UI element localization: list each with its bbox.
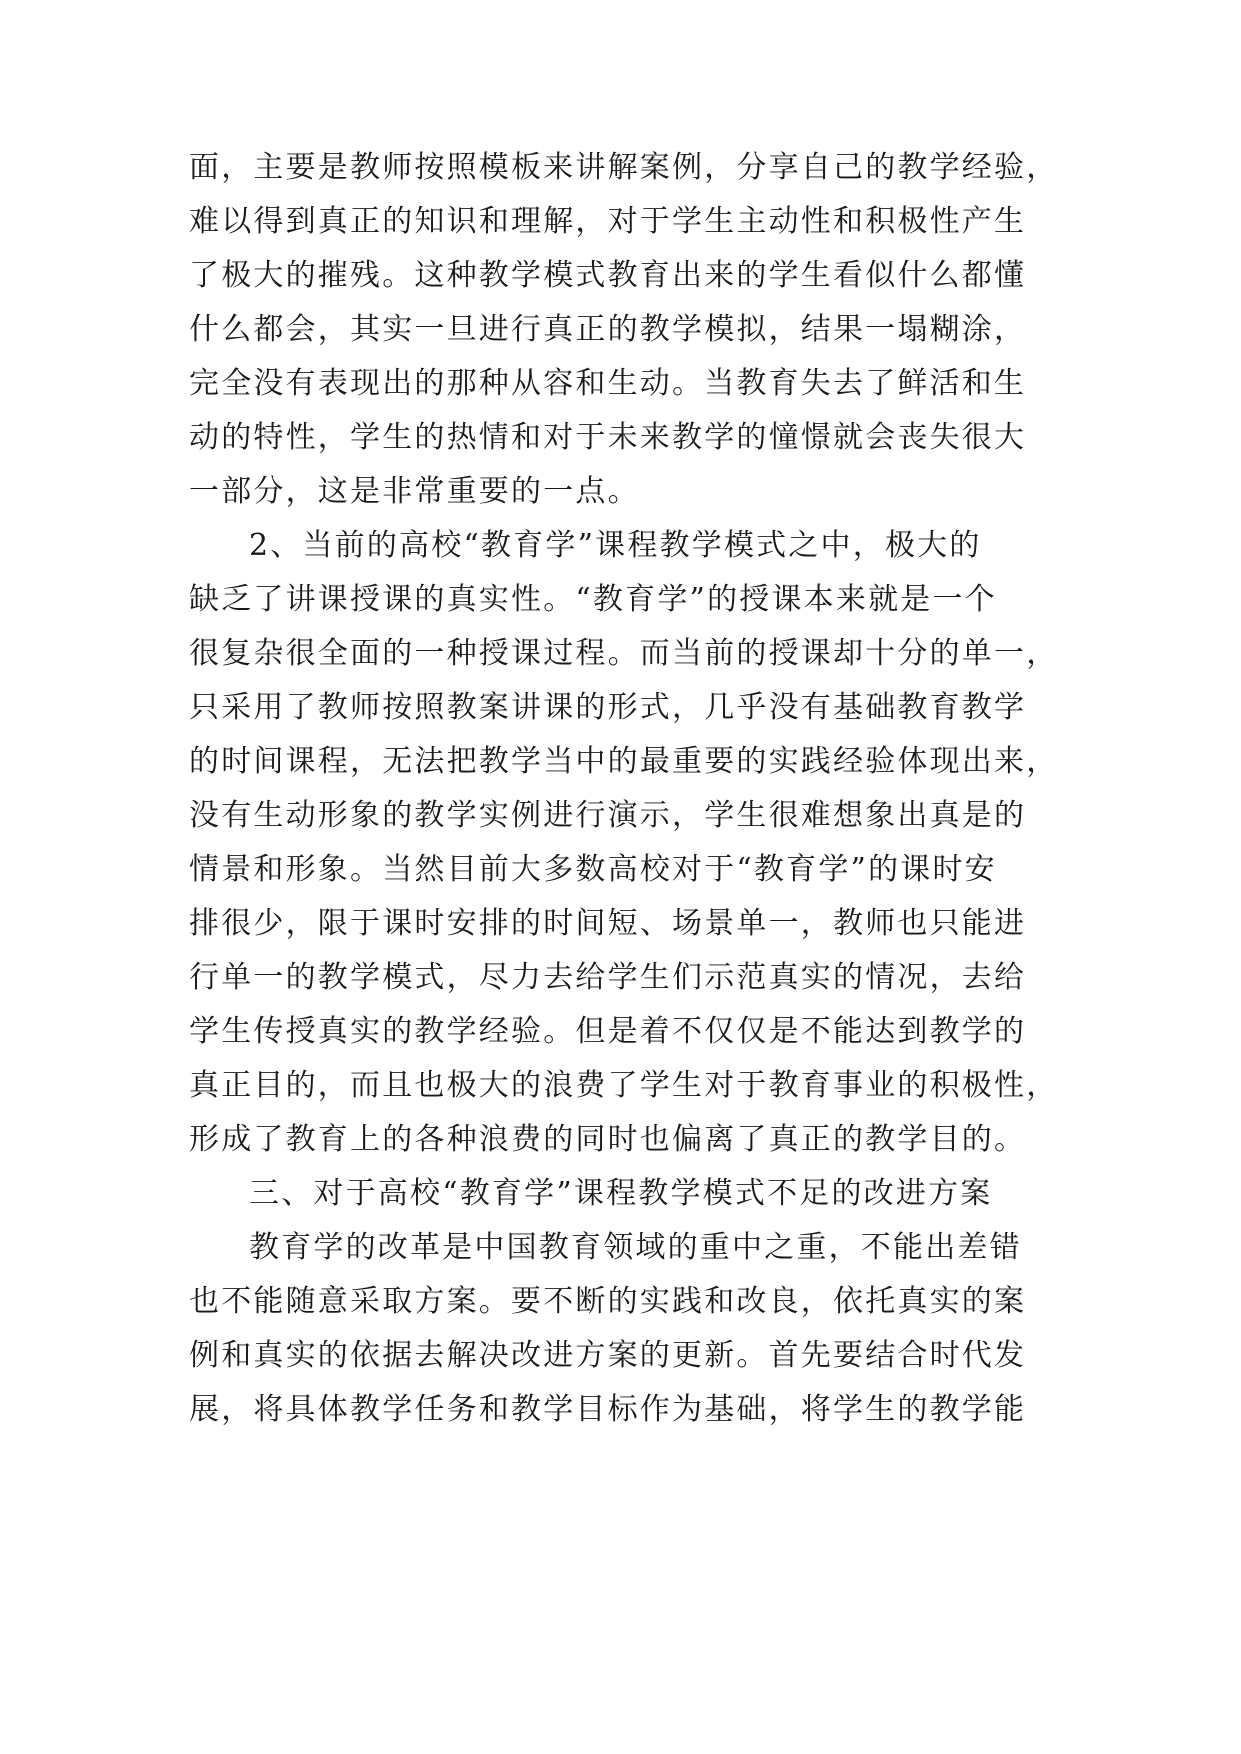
text-line: 形成了教育上的各种浪费的同时也偏离了真正的教学目的。 xyxy=(189,1122,1027,1157)
text-line: 排很少，限于课时安排的时间短、场景单一，教师也只能进 xyxy=(189,906,1027,941)
text-line: 学生传授真实的教学经验。但是着不仅仅是不能达到教学的 xyxy=(189,1014,1027,1049)
text-line: 展，将具体教学任务和教学目标作为基础，将学生的教学能 xyxy=(189,1392,1027,1427)
text-line: 真正目的，而且也极大的浪费了学生对于教育事业的积极性， xyxy=(189,1068,1059,1103)
text-line: 完全没有表现出的那种从容和生动。当教育失去了鲜活和生 xyxy=(189,366,1027,401)
section-heading: 三、对于高校“教育学”课程教学模式不足的改进方案 xyxy=(249,1176,993,1211)
text-line: 难以得到真正的知识和理解，对于学生主动性和积极性产生 xyxy=(189,204,1027,239)
text-line: 行单一的教学模式，尽力去给学生们示范真实的情况，去给 xyxy=(189,960,1027,995)
text-line: 也不能随意采取方案。要不断的实践和改良，依托真实的案 xyxy=(189,1284,1027,1319)
text-line: 面，主要是教师按照模板来讲解案例，分享自己的教学经验， xyxy=(189,150,1059,185)
text-line: 的时间课程，无法把教学当中的最重要的实践经验体现出来， xyxy=(189,744,1059,779)
text-line: 缺乏了讲课授课的真实性。“教育学”的授课本来就是一个 xyxy=(189,582,997,617)
text-line: 动的特性，学生的热情和对于未来教学的憧憬就会丧失很大 xyxy=(189,420,1027,455)
text-line: 例和真实的依据去解决改进方案的更新。首先要结合时代发 xyxy=(189,1338,1027,1373)
text-line: 一部分，这是非常重要的一点。 xyxy=(189,474,640,509)
text-line: 什么都会，其实一旦进行真正的教学模拟，结果一塌糊涂， xyxy=(189,312,1027,347)
text-line: 只采用了教师按照教案讲课的形式，几乎没有基础教育教学 xyxy=(189,690,1027,725)
text-line: 情景和形象。当然目前大多数高校对于“教育学”的课时安 xyxy=(189,852,997,887)
text-line: 了极大的摧残。这种教学模式教育出来的学生看似什么都懂 xyxy=(189,258,1027,293)
text-line: 很复杂很全面的一种授课过程。而当前的授课却十分的单一， xyxy=(189,636,1059,671)
paragraph-first-line: 2、当前的高校“教育学”课程教学模式之中，极大的 xyxy=(249,528,982,563)
text-line: 没有生动形象的教学实例进行演示，学生很难想象出真是的 xyxy=(189,798,1027,833)
paragraph-first-line: 教育学的改革是中国教育领域的重中之重，不能出差错 xyxy=(249,1230,1022,1265)
